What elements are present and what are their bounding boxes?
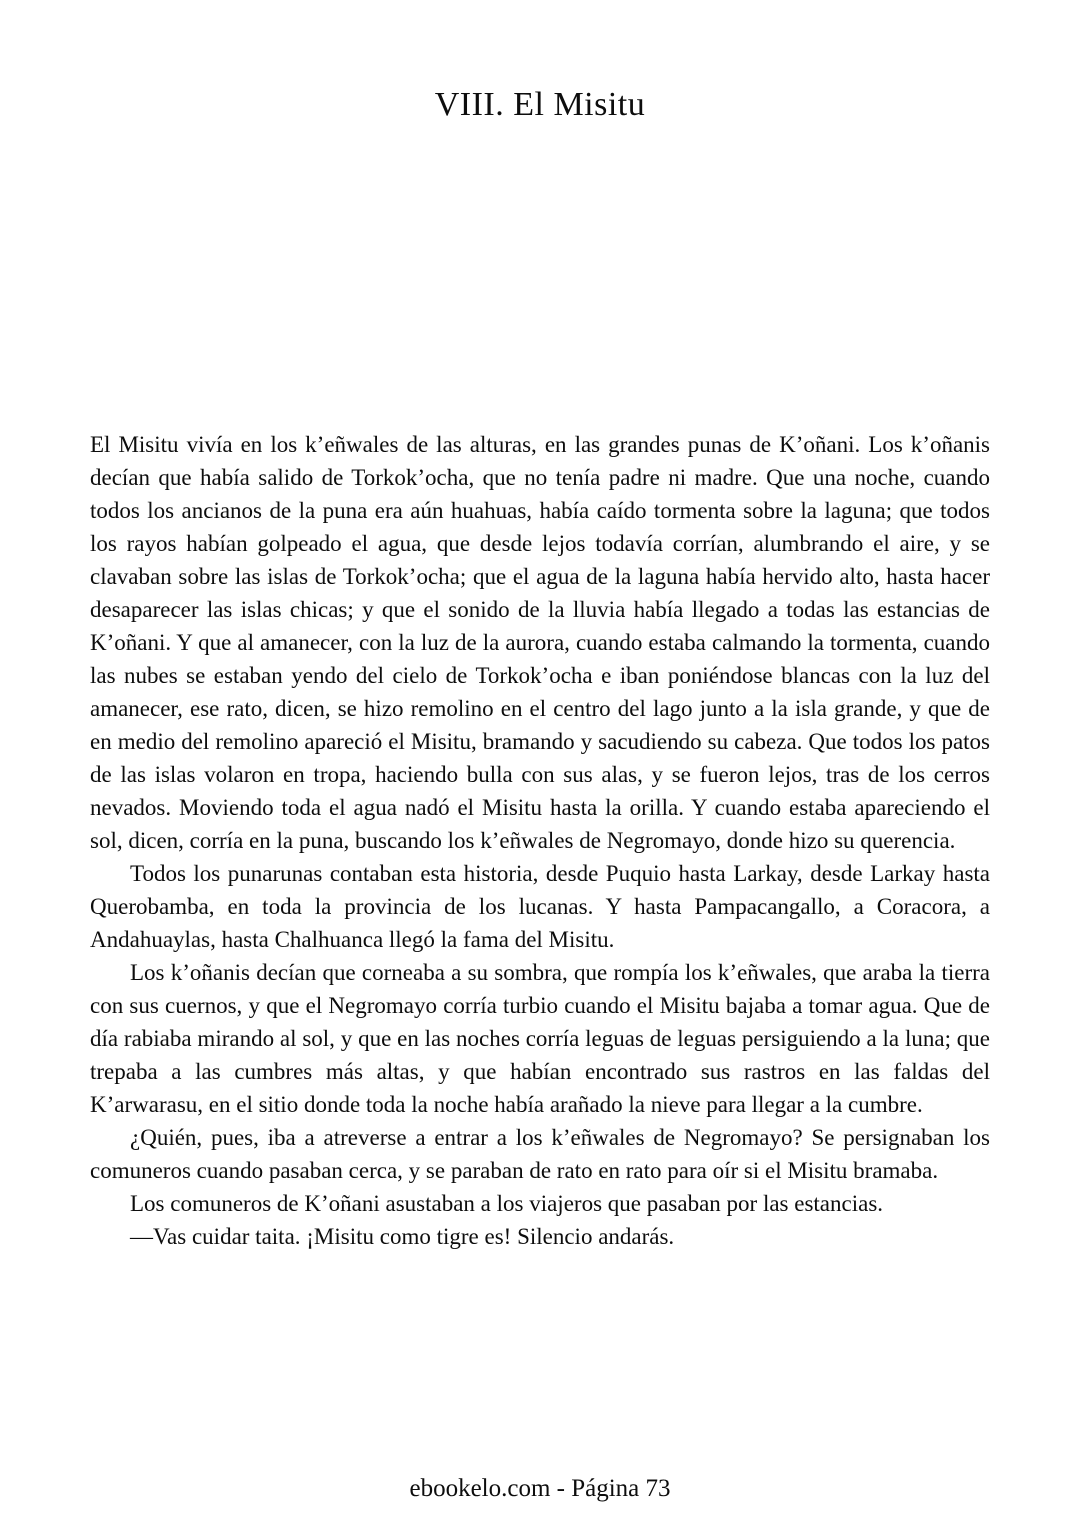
paragraph-3: Los k’oñanis decían que corneaba a su sombra, que rompía los k’eñwales, que araba la tierra con sus cuernos, y que el Negromayo corría turbio cuando el Misitu bajaba a tomar agua. Que de día rabiaba mirando al sol, y que en las noches corría leguas de leguas persiguiendo a la luna; que trepaba a las cumbres más altas, y que habían encontrado sus rastros en las faldas del K’arwarasu, en el sitio donde toda la noche había arañado la nieve para llegar a la cumbre. [90, 960, 990, 1117]
paragraph-6-dialogue: —Vas cuidar taita. ¡Misitu como tigre es! Silencio andarás. [130, 1224, 675, 1249]
chapter-body [90, 428, 990, 1253]
page-footer: ebookelo.com - Página 73 [409, 1475, 671, 1502]
paragraph-5: Los comuneros de K’oñani asustaban a los viajeros que pasaban por las estancias. [130, 1191, 884, 1216]
paragraph-2: Todos los punarunas contaban esta historia, desde Puquio hasta Larkay, desde Larkay hasta Querobamba, en toda la provincia de los lucanas. Y hasta Pampacangallo, a Coracora, a Andahuaylas, hasta Chalhuanca llegó la fama del Misitu. [90, 861, 990, 952]
chapter-title: VIII. El Misitu [434, 86, 646, 123]
paragraph-4: ¿Quién, pues, iba a atreverse a entrar a los k’eñwales de Negromayo? Se persignaban los comuneros cuando pasaban cerca, y se paraban de rato en rato para oír si el Misitu bramaba. [90, 1125, 990, 1183]
paragraph-1: El Misitu vivía en los k’eñwales de las alturas, en las grandes punas de K’oñani. Los k’oñanis decían que había salido de Torkok’ocha, que no tenía padre ni madre. Que una noche, cuando todos los ancianos de la puna era aún huahuas, había caído tormenta sobre la laguna; que todos los rayos habían golpeado el agua, que desde lejos todavía corrían, alumbrando el aire, y se clavaban sobre las islas de Torkok’ocha; que el agua de la laguna había hervido alto, hasta hacer desaparecer las islas chicas; y que el sonido de la lluvia había llegado a todas las estancias de K’oñani. Y que al amanecer, con la luz de la aurora, cuando estaba calmando la tormenta, cuando las nubes se estaban yendo del cielo de Torkok’ocha e iban poniéndose blancas con la luz del amanecer, ese rato, dicen, se hizo remolino en el centro del lago junto a la isla grande, y que de en medio del remolino apareció el Misitu, bramando y sacudiendo su cabeza. Que todos los patos de las islas volaron en tropa, haciendo bulla con sus alas, y se fueron lejos, tras de los cerros nevados. Moviendo toda el agua nadó el Misitu hasta la orilla. Y cuando estaba apareciendo el sol, dicen, corría en la puna, buscando los k’eñwales de Negromayo, donde hizo su querencia. [90, 432, 990, 853]
